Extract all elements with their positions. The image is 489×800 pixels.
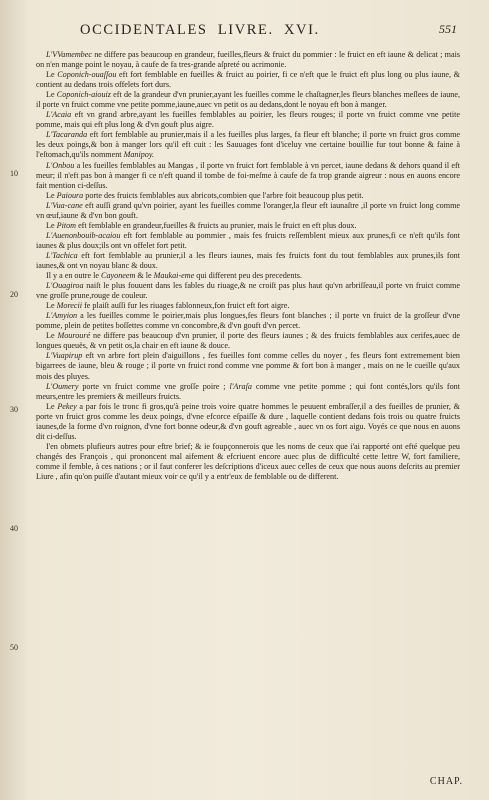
text-paragraph xyxy=(36,70,460,90)
running-title: OCCIDENTALES LIVRE. XVI. xyxy=(80,22,320,38)
margin-line-number: 30 xyxy=(10,405,18,414)
tree-name: Pekey xyxy=(57,401,77,411)
text-run: a par fois le tronc fi gros,qu'à peine trois voire quatre hommes le peuuent embraſſer,il a des fueilles de prunier, & porte vn fruict gros comme les deux poings, d'vne efcorce eſpaiſſe & dure , laquelle contient dedans fois trois ou quatre fruicts iaunes,de la forme d'vn roignon, d'vne fort bonne odeur,& d'vn gouft agreable , auec vn os fort aigu. Voyés ce que nous en auons dit ci-deſſus. xyxy=(36,401,460,441)
page-header xyxy=(40,22,465,44)
text-run: & le xyxy=(135,271,154,281)
text-paragraph xyxy=(36,130,460,160)
text-run: Le xyxy=(46,401,58,411)
text-run: Le xyxy=(46,190,57,200)
catchword: CHAP. xyxy=(429,776,463,787)
margin-line-number: 20 xyxy=(10,290,18,299)
tree-name: Pitom xyxy=(56,220,77,230)
text-run: eft fort femblable au prunier,il a les fleurs iaunes, mais fes fruicts font du tout femblables aux prunes,ils font iaunes,& ont vn noyau blanc & doux. xyxy=(36,250,460,270)
text-run: comme vne petite pomme ; qui font contés,lors qu'ils font meurs,entre les premiers & meilleurs fruicts. xyxy=(36,381,460,401)
text-paragraph xyxy=(36,191,460,201)
text-run: eft vn arbre fort plein d'aiguillons , fes fueilles font comme celles du noyer , fes fleurs font extremement bien bigarrees de iaune, bleu & rouge ; il porte vn fruict rond comme vne pomme & fort bon à manger , mais on ne le cueille qu'aux mois des pluyes. xyxy=(36,351,460,381)
text-run: I'en obmets plufieurs autres pour eftre brief; & ie foupçonnerois que les noms de ceux que i'ai rapporté ont efté quelque peu changés des François , qui prononcent mal aifement & efcriuent encore auec plus de difficulté cette lettre W, fort familiere, comme il femble, à ces nations ; or il faut conferer les deſcriptions d'iceux auec celles de ceux que nous auons deſcrits au premier Liure , afin qu'on puiſſe d'autant mieux voir ce qu'il y a entr'eux de femblable ou de different. xyxy=(36,441,460,481)
text-run: a les fueilles femblables au Mangas , il porte vn fruict fort femblable à vn percet, iaune dedans & dehors quand il eft meur; il n'eft pas bon à manger fi ce n'eft quand il tombe de foi-meſme à caufe de fa trop grande aigreur : nous en auons encore fait mention ci-deſſus. xyxy=(36,160,460,190)
text-run: fe plaiſt auſſi fur les riuages fablonneux,fon fruict eft fort aigre. xyxy=(82,301,290,311)
text-paragraph xyxy=(36,90,460,110)
tree-name: L'Tacaranda xyxy=(46,130,88,140)
text-run: eft auſſi grand qu'vn poirier, ayant les fueilles comme l'oranger,la fleur eft iaunaſtre ,il porte vn fruict long comme vn œuf,iaune & d'vn bon gouft. xyxy=(36,200,460,220)
tree-name: Coponich-aiouiz xyxy=(56,90,111,100)
tree-name: L'Ouagiroa xyxy=(46,281,84,291)
tree-name: Mourouré xyxy=(57,331,91,341)
text-paragraph xyxy=(36,402,460,442)
tree-name: Maukai-eme xyxy=(153,271,195,281)
tree-name: L'Auenonbouib-acaiou xyxy=(46,230,121,240)
tree-name: L'Acaia xyxy=(46,110,72,120)
text-run: eft de la grandeur d'vn prunier,ayant les fueilles comme le chaſtagner,les fleurs blanches meſlees de iaune, il porte vn fruict comme vne petite pomme,iaune,auec vn petit os au dedans,dont le noyau eft bon à manger. xyxy=(36,90,460,110)
text-run: eft fort femblable en fueilles & fruict au poirier, fi ce n'eft que le fruict eft plus long ou plus iaune, & contient au dedans trois offelets fort durs. xyxy=(36,70,461,90)
text-paragraph xyxy=(36,271,460,281)
tree-name: L'Tachica xyxy=(46,250,78,260)
text-paragraph xyxy=(36,251,460,271)
text-run: eft vn grand arbre,ayant les fueilles femblables au poirier, les fleurs rouges; il porte vn fruict comme vne petite pomme, mais qui eft plus long & d'vn gouft plus aigre. xyxy=(36,110,460,130)
tree-name: Cayoneem xyxy=(101,271,136,281)
text-paragraph xyxy=(36,201,460,221)
text-run: porte des fruicts femblables aux abricots,combien que l'arbre foit beaucoup plus petit. xyxy=(83,190,364,200)
text-run: qui different peu des precedents. xyxy=(194,271,302,281)
text-paragraph xyxy=(36,221,460,231)
tree-name: L'Vuapirup xyxy=(46,351,83,361)
tree-name: L'Onbou xyxy=(46,160,75,170)
text-paragraph xyxy=(36,351,460,381)
text-paragraph xyxy=(36,382,460,402)
tree-name: L'VVamembec xyxy=(46,50,92,59)
text-paragraph xyxy=(36,161,460,191)
tree-name: Manipoy. xyxy=(123,150,155,160)
text-run: eft femblable en grandeur,fueilles & fruicts au prunier, mais le fruict en eft plus doux. xyxy=(76,220,357,230)
text-run: Il y a en outre le xyxy=(46,271,102,281)
tree-name: Paioura xyxy=(56,190,84,200)
text-run: ne differe pas beaucoup d'vn prunier, il porte des fleurs iaunes ; & des fruicts femblables aux cerifes,auec de longues queuës, & vn petit os,la chair en eft iaune & douce. xyxy=(36,331,460,351)
tree-name: Morecii xyxy=(56,301,83,311)
text-run: Le xyxy=(46,220,57,230)
text-paragraph xyxy=(36,231,460,251)
tree-name: L'Vua-cane xyxy=(46,200,83,210)
margin-line-number: 50 xyxy=(10,643,18,652)
page-number: 551 xyxy=(439,22,457,36)
text-run: eft fort femblable au pommier , mais fes fruicts reſſemblent mieux aux prunes,fi ce n'eft qu'ils font iaunes & plus doux;ils ont vn offelet fort petit. xyxy=(36,230,460,250)
text-run: Le xyxy=(46,70,58,80)
tree-name: L'Amyion xyxy=(46,311,78,321)
text-paragraph xyxy=(36,442,460,482)
text-paragraph xyxy=(36,301,460,311)
tree-name: L'Oumery xyxy=(46,381,79,391)
tree-name: l'Araſa xyxy=(229,381,252,391)
text-paragraph xyxy=(36,110,460,130)
text-paragraph xyxy=(36,281,460,301)
text-run: Le xyxy=(46,331,58,341)
text-run: Le xyxy=(46,301,57,311)
body-text xyxy=(36,50,460,482)
text-run: naiſt le plus fouuent dans les fables du riuage,& ne croiſt pas plus haut qu'vn arbriſſeau,il porte vn fruict comme vne groſſe prune,rouge de couleur. xyxy=(36,281,460,301)
tree-name: Coponich-ouaſſou xyxy=(57,70,117,80)
text-paragraph xyxy=(36,331,460,351)
text-paragraph xyxy=(36,50,460,70)
text-run: porte vn fruict comme vne groſſe poire ; xyxy=(78,381,230,391)
text-paragraph xyxy=(36,311,460,331)
margin-line-number: 40 xyxy=(10,524,18,533)
text-run: Le xyxy=(46,90,57,100)
text-run: eft fort femblable au prunier,mais il a les fueilles plus larges, fa fleur eft blanche; il porte vn fruict gros comme les deux poings,& bon à manger lors qu'il eft cuit : les Sauuages font d'iceluy vne certaine bouillie fur tout bonne & faine à l'eſtomach,qu'ils nomment xyxy=(36,130,460,160)
text-run: ne differe pas beaucoup en grandeur, fueilles,fleurs & fruict du pommier : le fruict en eft iaune & delicat ; mais on n'en mange point le noyau, à caufe de fa tres-grande aſpreté ou acrimonie. xyxy=(36,50,460,70)
text-run: a les fueilles comme le poirier,mais plus longues,fes fleurs font blanches ; il porte vn fruict de la groſſeur d'vne pomme, plein de petites boſſettes comme vn concombre,& d'vn gouft d'vn percet. xyxy=(36,311,460,331)
margin-line-number: 10 xyxy=(10,169,18,178)
